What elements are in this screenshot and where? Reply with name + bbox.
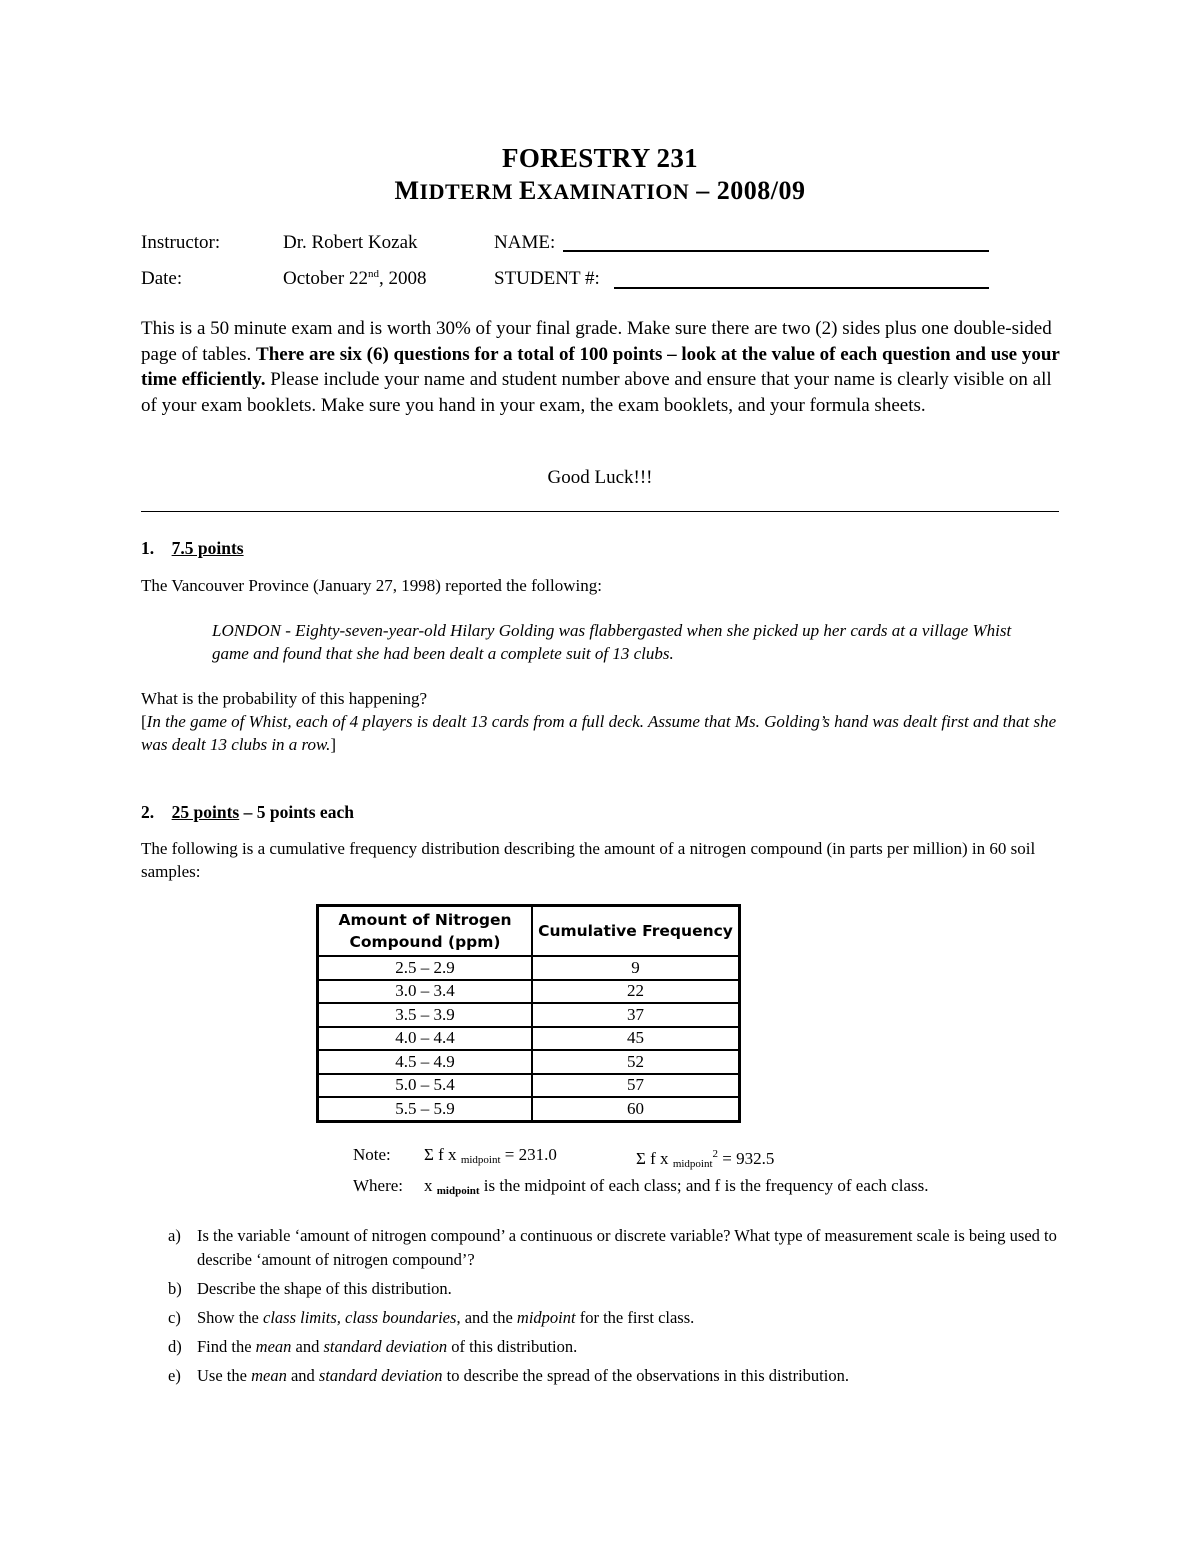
name-line[interactable] xyxy=(563,250,989,252)
table-cell: 22 xyxy=(532,980,740,1004)
q1-heading: 1. 7.5 points xyxy=(141,538,244,558)
instructor-value: Dr. Robert Kozak xyxy=(283,232,418,253)
table-cell: 4.0 – 4.4 xyxy=(318,1027,533,1051)
list-item: d) Find the mean and standard deviation of this distribution. xyxy=(168,1337,578,1356)
column-header: Amount of Nitrogen Compound (ppm) xyxy=(318,906,533,957)
q1-quote: LONDON - Eighty-seven-year-old Hilary Golding was flabbergasted when she picked up her cards at a village Whist game and found that she had been dealt a complete suit of 13 clubs. xyxy=(212,621,1012,663)
name-label: NAME: xyxy=(494,232,556,253)
sum-fx-squared: Σ f x $_{midpoint}^2$ = 932.5 xyxy=(636,1148,775,1170)
table-row xyxy=(318,1050,740,1074)
exam-title: FORESTRY 231 xyxy=(502,143,698,173)
column-header: Cumulative Frequency xyxy=(532,906,740,957)
q2-heading: 2. 25 points – 5 points each xyxy=(141,802,354,822)
where-text: x $_{midpoint}$ is the midpoint of each class; and f is the frequency of each class. xyxy=(424,1176,929,1197)
list-item: c) Show the class limits, class boundaries, and the midpoint for the first class. xyxy=(168,1308,695,1327)
q2-parts-list xyxy=(168,1224,1068,1388)
table-row xyxy=(318,1027,740,1051)
date-label: Date: xyxy=(141,268,183,289)
table-cell: 3.5 – 3.9 xyxy=(318,1003,533,1027)
list-item: a) Is the variable ‘amount of nitrogen compound’ a continuous or discrete variable? What type of measurement scale is being used to describe ‘amount of nitrogen compound’? xyxy=(168,1226,1057,1269)
section-divider xyxy=(141,511,1059,512)
table-header-row xyxy=(318,906,740,957)
table-cell: 60 xyxy=(532,1097,740,1121)
student-number-line[interactable] xyxy=(614,287,989,289)
table-cell: 52 xyxy=(532,1050,740,1074)
instructions-paragraph: This is a 50 minute exam and is worth 30% of your final grade. Make sure there are two (2) sides plus one double-sided page of tables. There are six (6) questions for a total of 100 points – look at the value of each question and use your time efficiently. Please include your name and student number above and ensure that your name is clearly visible on all of your exam booklets. Make sure you hand in your exam, the exam booklets, and your formula sheets. xyxy=(141,318,1060,416)
table-cell: 37 xyxy=(532,1003,740,1027)
table-cell: 57 xyxy=(532,1074,740,1098)
table-row xyxy=(318,956,740,980)
table-cell: 9 xyxy=(532,956,740,980)
list-item: b) Describe the shape of this distribution. xyxy=(168,1279,452,1298)
student-number-label: STUDENT #: xyxy=(494,268,600,289)
q1-question: What is the probability of this happening? [In the game of Whist, each of 4 players is dealt 13 cards from a full deck. Assume that Ms. Golding’s hand was dealt first and that she was dealt 13 clubs in a row.] xyxy=(141,689,1057,754)
table-row xyxy=(318,980,740,1004)
note-label: Note: xyxy=(353,1145,391,1164)
table-row xyxy=(318,1097,740,1121)
cumulative-frequency-table xyxy=(316,904,741,1123)
instructor-label: Instructor: xyxy=(141,232,221,253)
q2-intro: The following is a cumulative frequency distribution describing the amount of a nitrogen compound (in parts per million) in 60 soil samples: xyxy=(141,839,1036,881)
table-row xyxy=(318,1074,740,1098)
table-cell: 5.5 – 5.9 xyxy=(318,1097,533,1121)
date-value: October 22nd, 2008 xyxy=(283,268,427,289)
table-cell: 45 xyxy=(532,1027,740,1051)
where-label: Where: xyxy=(353,1176,404,1195)
sum-fx: Σ f x $_{midpoint}$ = 231.0 xyxy=(424,1145,557,1166)
exam-subtitle: MIDTERM EXAMINATION – 2008/09 xyxy=(394,176,806,205)
table-cell: 2.5 – 2.9 xyxy=(318,956,533,980)
table-row xyxy=(318,1003,740,1027)
good-luck: Good Luck!!! xyxy=(547,467,653,488)
table-cell: 4.5 – 4.9 xyxy=(318,1050,533,1074)
q1-intro: The Vancouver Province (January 27, 1998) reported the following: xyxy=(141,576,602,595)
table-cell: 5.0 – 5.4 xyxy=(318,1074,533,1098)
list-item: e) Use the mean and standard deviation to describe the spread of the observations in this distribution. xyxy=(168,1366,849,1385)
table-cell: 3.0 – 3.4 xyxy=(318,980,533,1004)
